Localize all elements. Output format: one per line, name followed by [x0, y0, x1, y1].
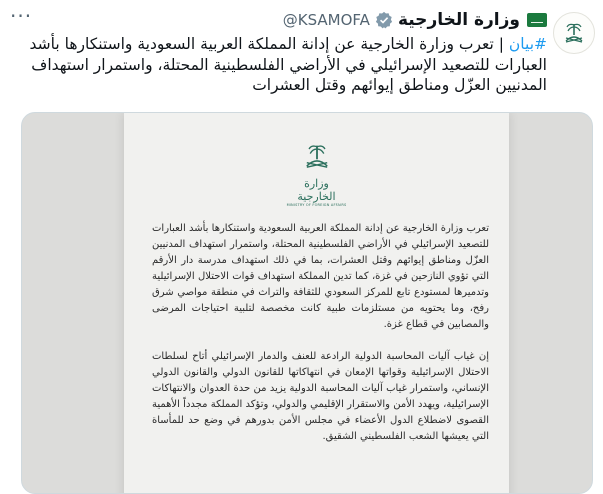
tweet-header	[283, 10, 547, 30]
palm-swords-icon	[300, 141, 334, 173]
ministry-emblem	[287, 141, 347, 207]
mofa-emblem-avatar[interactable]	[553, 12, 595, 54]
more-options-button[interactable]: ···	[10, 4, 33, 28]
separator: |	[493, 35, 509, 53]
ministry-title: وزارة الخارجية	[297, 177, 336, 203]
palm-swords-icon	[559, 18, 589, 48]
account-handle[interactable]: @KSAMOFA	[282, 11, 370, 29]
tweet-body: تعرب وزارة الخارجية عن إدانة المملكة العربية السعودية واستنكارها بأشد العبارات للتصعيد الإسرائيلي في الأراضي الفلسطينية المحتلة، واستمرار استهداف المدنيين العزّل ومناطق إيوائهم وقتل العشرات	[29, 35, 547, 94]
statement-document	[124, 113, 509, 494]
saudi-flag-icon	[527, 13, 547, 27]
account-name[interactable]: وزارة الخارجية	[397, 10, 520, 30]
tweet-media-image[interactable]	[21, 112, 593, 494]
hashtag-link[interactable]: #بيان	[508, 35, 547, 53]
tweet-text	[19, 34, 547, 96]
verified-badge-icon	[375, 11, 393, 29]
statement-body	[152, 221, 489, 461]
statement-paragraph: تعرب وزارة الخارجية عن إدانة المملكة العربية السعودية واستنكارها بأشد العبارات للتصعيد الإسرائيلي في الأراضي الفلسطينية المحتلة، واستمرار استهداف المدنيين العزّل ومناطق إيوائهم وقتل العشرات، بما في ذلك استهداف مدرسة دار الأرقم التي تؤوي النازحين في غزة، كما تدين المملكة استهداف قوات الاحتلال الإسرائيلية وتدميرها لمستودع تابع للمركز السعودي للثقافة والتراث في منطقة مواصي شرق رفح، وما يحتويه من مستلزمات طبية كانت مخصصة لتلبية احتياجات المرضى والمصابين في قطاع غزة.	[152, 223, 489, 330]
statement-paragraph: إن غياب آليات المحاسبة الدولية الرادعة للعنف والدمار الإسرائيلي أتاح لسلطات الاحتلال الإسرائيلية وقواتها الإمعان في انتهاكاتها للقانون الدولي والقانون الدولي الإنساني، واستمرار غياب آليات المحاسبة الدولية يزيد من حدة العدوان والانتهاكات الإسرائيلية، ويهدد الأمن والاستقرار الإقليمي والدولي، وتؤكد المملكة مجدداً الأهمية القصوى لاضطلاع الدول الأعضاء في مجلس الأمن بدورهم في وضع حد للمأساة التي يعيشها الشعب الفلسطيني الشقيق.	[152, 351, 489, 442]
ministry-title-en: MINISTRY OF FOREIGN AFFAIRS	[286, 203, 347, 207]
